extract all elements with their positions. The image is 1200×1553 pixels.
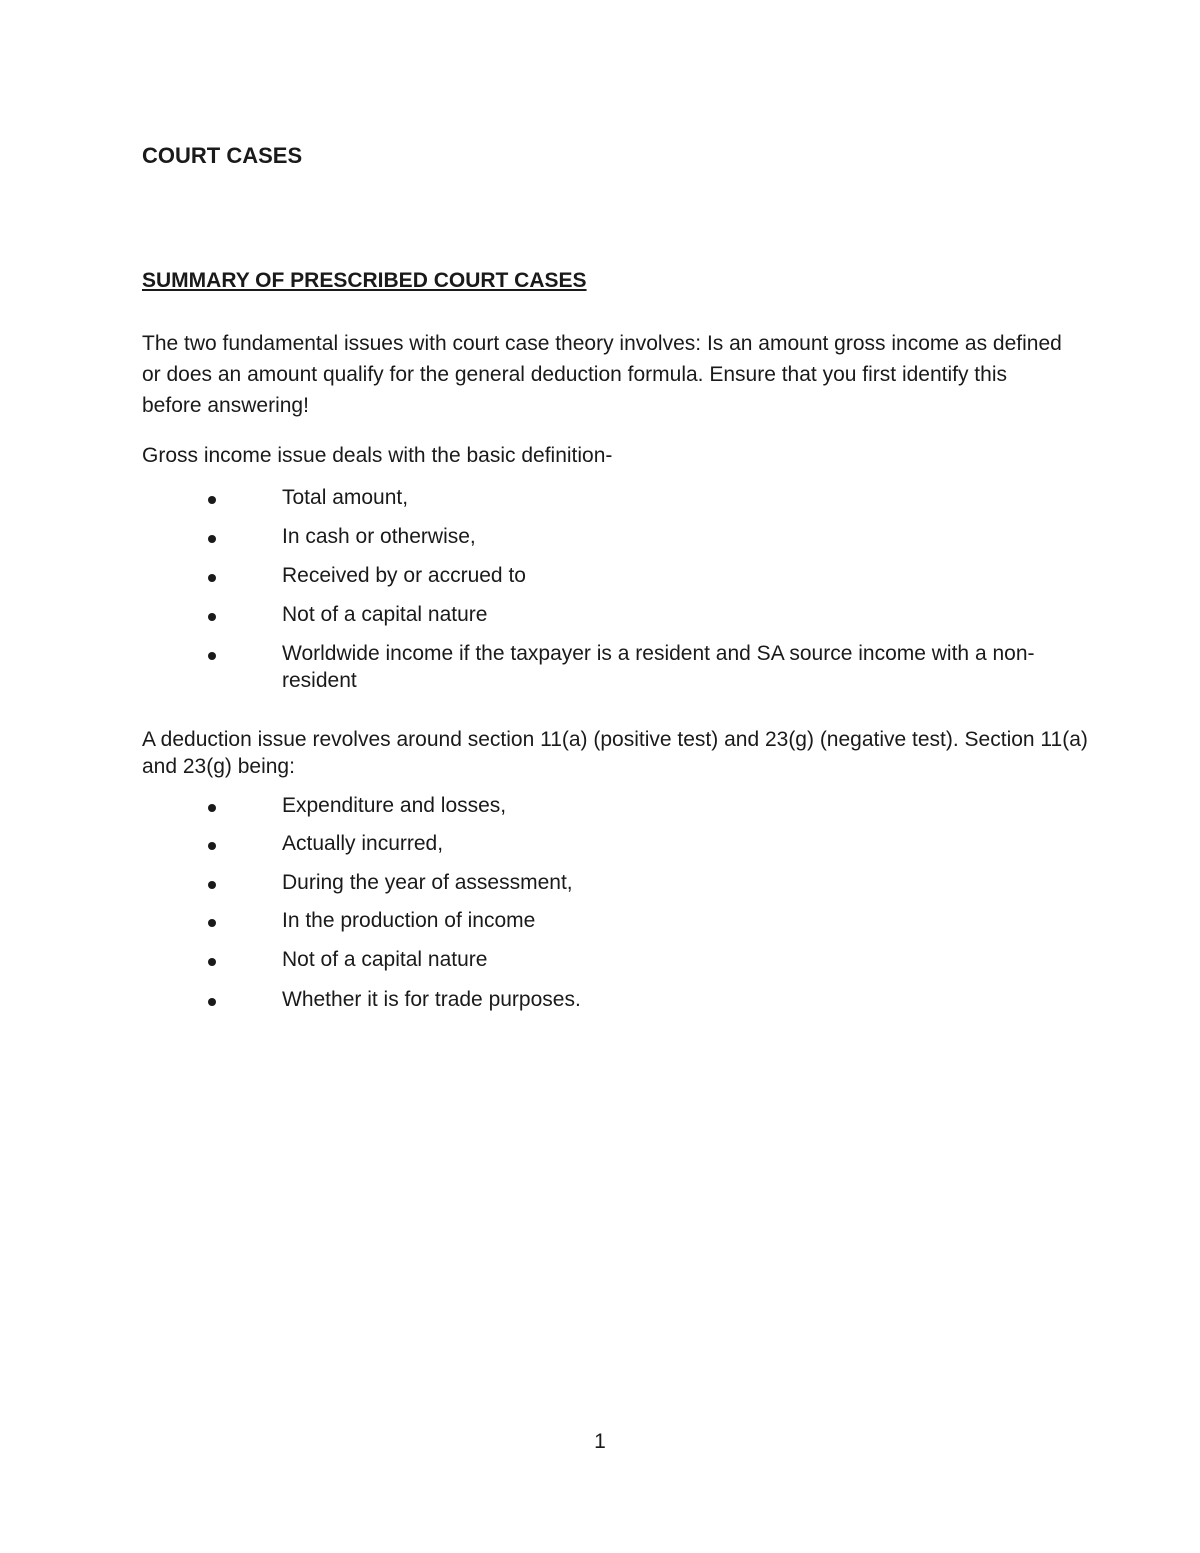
bullet-icon: [208, 842, 216, 850]
bullet-icon: [208, 496, 216, 504]
bullet-icon: [208, 881, 216, 889]
bullet-icon: [208, 998, 216, 1006]
bullet-icon: [208, 574, 216, 582]
list-item-text: Received by or accrued to: [282, 564, 526, 587]
page-number: 1: [594, 1430, 606, 1453]
list-item-text: Whether it is for trade purposes.: [282, 988, 581, 1011]
list-item-text: Total amount,: [282, 486, 409, 509]
list-item-text: During the year of assessment,: [282, 871, 573, 894]
bullet-icon: [208, 613, 216, 621]
list-item-text: Not of a capital nature: [282, 603, 488, 626]
intro-paragraph: The two fundamental issues with court case theory involves: Is an amount gross income as defined or does an amount qualify for the general deduction formula. Ensure that you first identify this before answering!: [142, 332, 1062, 417]
list-item-text: Not of a capital nature: [282, 948, 488, 971]
document-title: COURT CASES: [142, 143, 303, 168]
list-item-text: Expenditure and losses,: [282, 794, 507, 817]
bullet-icon: [208, 804, 216, 812]
gross-income-intro: Gross income issue deals with the basic definition-: [142, 444, 613, 467]
section-heading: SUMMARY OF PRESCRIBED COURT CASES: [142, 269, 587, 292]
bullet-icon: [208, 535, 216, 543]
bullet-icon: [208, 919, 216, 927]
list-item-text: In cash or otherwise,: [282, 525, 476, 548]
bullet-icon: [208, 652, 216, 660]
deduction-intro: A deduction issue revolves around section 11(a) (positive test) and 23(g) (negative test). Section 11(a) and 23(g) being:: [142, 728, 1088, 778]
list-item-text: In the production of income: [282, 909, 536, 932]
list-item-text: Actually incurred,: [282, 832, 444, 855]
bullet-icon: [208, 958, 216, 966]
list-item-text: Worldwide income if the taxpayer is a resident and SA source income with a non-resident: [282, 642, 1035, 692]
